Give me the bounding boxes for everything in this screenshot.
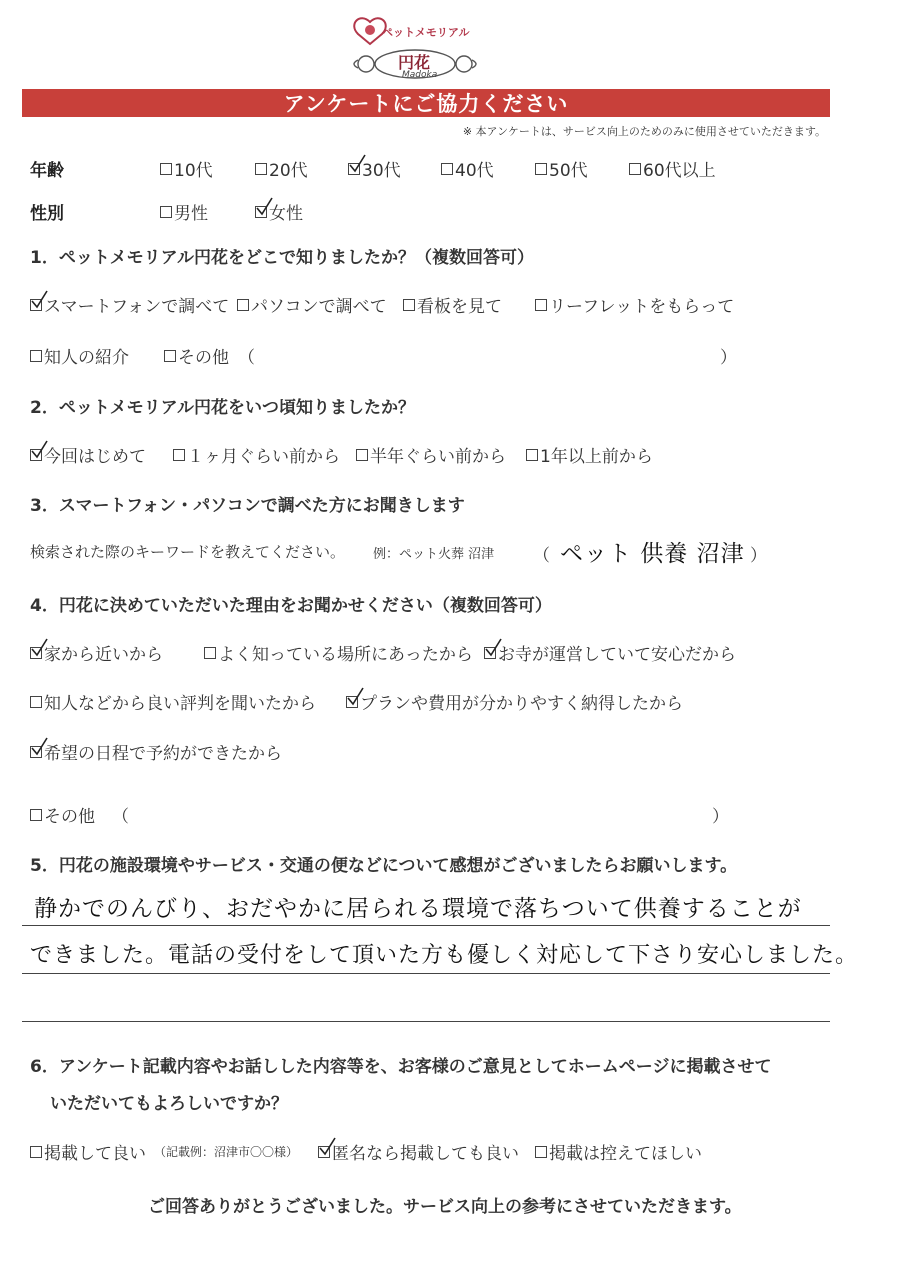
gender-label: 性別 [30, 204, 64, 224]
age-option-10[interactable]: 10代 [160, 156, 213, 181]
q4-option-other[interactable]: その他 [30, 802, 95, 827]
q4-option-near-home[interactable]: 家から近いから [30, 640, 163, 665]
check-mark-icon [318, 1138, 338, 1158]
age-option-50[interactable]: 50代 [535, 156, 588, 181]
q4-other-paren-close: ） [712, 807, 729, 827]
q2-option-1-month[interactable]: １ヶ月ぐらい前から [173, 442, 340, 467]
checkbox[interactable] [237, 299, 249, 311]
age-option-20[interactable]: 20代 [255, 156, 308, 181]
madoka-logo [330, 14, 500, 90]
q6-option-anonymous[interactable]: 匿名なら掲載しても良い [318, 1139, 519, 1164]
checkbox[interactable] [204, 647, 216, 659]
q1-option-referral[interactable]: 知人の紹介 [30, 343, 129, 368]
q1-option-other[interactable]: その他 [164, 343, 229, 368]
checkbox[interactable] [441, 163, 453, 175]
age-option-60-plus[interactable]: 60代以上 [629, 156, 716, 181]
q3-paren-open: （ [533, 546, 550, 566]
checkbox[interactable] [403, 299, 415, 311]
checkbox-checked[interactable] [255, 206, 267, 218]
q1-option-leaflet[interactable]: リーフレットをもらって [535, 292, 734, 317]
check-mark-icon [255, 198, 275, 218]
q4-option-temple[interactable]: お寺が運営していて安心だから [484, 640, 736, 665]
checkbox-checked[interactable] [348, 163, 360, 175]
check-mark-icon [348, 155, 368, 175]
age-label: 年齢 [30, 161, 64, 181]
q3-prompt: 検索された際のキーワードを教えてください。 [30, 543, 346, 561]
check-mark-icon [30, 738, 50, 758]
checkbox[interactable] [160, 206, 172, 218]
checkbox[interactable] [535, 163, 547, 175]
logo-text-main: 円花 [398, 53, 431, 72]
age-option-30[interactable]: 30代 [348, 156, 401, 181]
checkbox-checked[interactable] [484, 647, 496, 659]
q6-example: （記載例：沼津市〇〇様） [154, 1145, 299, 1159]
check-mark-icon [30, 441, 50, 461]
checkbox[interactable] [30, 1146, 42, 1158]
page-title: アンケートにご協力ください [283, 92, 569, 116]
checkbox[interactable] [30, 809, 42, 821]
q3-title: 3．スマートフォン・パソコンで調べた方にお聞きします [30, 496, 465, 516]
checkbox[interactable] [356, 449, 368, 461]
q5-answer-line-2[interactable]: できました。電話の受付をして頂いた方も優しく対応して下さり安心しました。 [30, 943, 859, 968]
gender-option-female[interactable]: 女性 [255, 199, 303, 224]
q4-other-paren-open: （ [112, 807, 129, 827]
checkbox-checked[interactable] [30, 299, 42, 311]
checkbox-checked[interactable] [318, 1146, 330, 1158]
q3-example: 例：ペット火葬 沼津 [373, 547, 495, 562]
q2-title: 2．ペットメモリアル円花をいつ頃知りましたか？ [30, 398, 415, 418]
q2-option-1-year-plus[interactable]: 1年以上前から [526, 442, 653, 467]
gender-option-male[interactable]: 男性 [160, 199, 208, 224]
q5-answer-line-1[interactable]: 静かでのんびり、おだやかに居られる環境で落ちついて供養することが [34, 896, 802, 922]
q3-keyword-answer[interactable]: ペット 供養 沼津 [560, 541, 745, 567]
answer-line-rule [22, 973, 830, 974]
checkbox-checked[interactable] [30, 449, 42, 461]
q1-other-paren-close: ） [720, 348, 737, 368]
checkbox[interactable] [526, 449, 538, 461]
q6-title-line-2: いただいてもよろしいですか？ [50, 1094, 288, 1114]
check-mark-icon [30, 639, 50, 659]
check-mark-icon [30, 291, 50, 311]
q1-title: 1．ペットメモリアル円花をどこで知りましたか？（複数回答可） [30, 248, 534, 268]
q4-option-schedule[interactable]: 希望の日程で予約ができたから [30, 739, 282, 764]
checkbox[interactable] [535, 299, 547, 311]
footer-thanks: ご回答ありがとうございました。サービス向上の参考にさせていただきます。 [148, 1197, 742, 1217]
q1-option-smartphone[interactable]: スマートフォンで調べて [30, 292, 229, 317]
checkbox[interactable] [164, 350, 176, 362]
q1-option-signboard[interactable]: 看板を見て [403, 292, 502, 317]
logo-text-sub: Madoka [402, 70, 438, 80]
q2-option-half-year[interactable]: 半年ぐらい前から [356, 442, 506, 467]
logo-text-top: ペットメモリアル [382, 26, 470, 39]
checkbox[interactable] [255, 163, 267, 175]
answer-line-rule [22, 925, 830, 926]
q6-option-publish[interactable]: 掲載して良い [30, 1139, 146, 1164]
q4-option-clear-pricing[interactable]: プランや費用が分かりやすく納得したから [346, 689, 683, 714]
checkbox[interactable] [629, 163, 641, 175]
checkbox[interactable] [173, 449, 185, 461]
checkbox[interactable] [160, 163, 172, 175]
checkbox-checked[interactable] [30, 746, 42, 758]
checkbox[interactable] [535, 1146, 547, 1158]
q4-option-known-place[interactable]: よく知っている場所にあったから [204, 640, 473, 665]
q6-option-decline[interactable]: 掲載は控えてほしい [535, 1139, 702, 1164]
q3-paren-close: ） [750, 546, 767, 566]
q6-title-line-1: 6．アンケート記載内容やお話しした内容等を、お客様のご意見としてホームページに掲載させて [30, 1057, 772, 1077]
check-mark-icon [484, 639, 504, 659]
q4-option-reputation[interactable]: 知人などから良い評判を聞いたから [30, 689, 316, 714]
checkbox[interactable] [30, 350, 42, 362]
age-option-40[interactable]: 40代 [441, 156, 494, 181]
header-note: ※ 本アンケートは、サービス向上のためのみに使用させていただきます。 [462, 125, 826, 138]
q1-option-pc[interactable]: パソコンで調べて [237, 292, 387, 317]
q1-other-paren-open: （ [238, 348, 255, 368]
q5-title: 5．円花の施設環境やサービス・交通の便などについて感想がございましたらお願いします。 [30, 856, 738, 876]
q2-option-first-time[interactable]: 今回はじめて [30, 442, 146, 467]
checkbox[interactable] [30, 696, 42, 708]
checkbox-checked[interactable] [30, 647, 42, 659]
check-mark-icon [346, 688, 366, 708]
header-banner [22, 89, 830, 117]
answer-line-rule [22, 1021, 830, 1022]
q4-title: 4．円花に決めていただいた理由をお聞かせください（複数回答可） [30, 596, 552, 616]
checkbox-checked[interactable] [346, 696, 358, 708]
